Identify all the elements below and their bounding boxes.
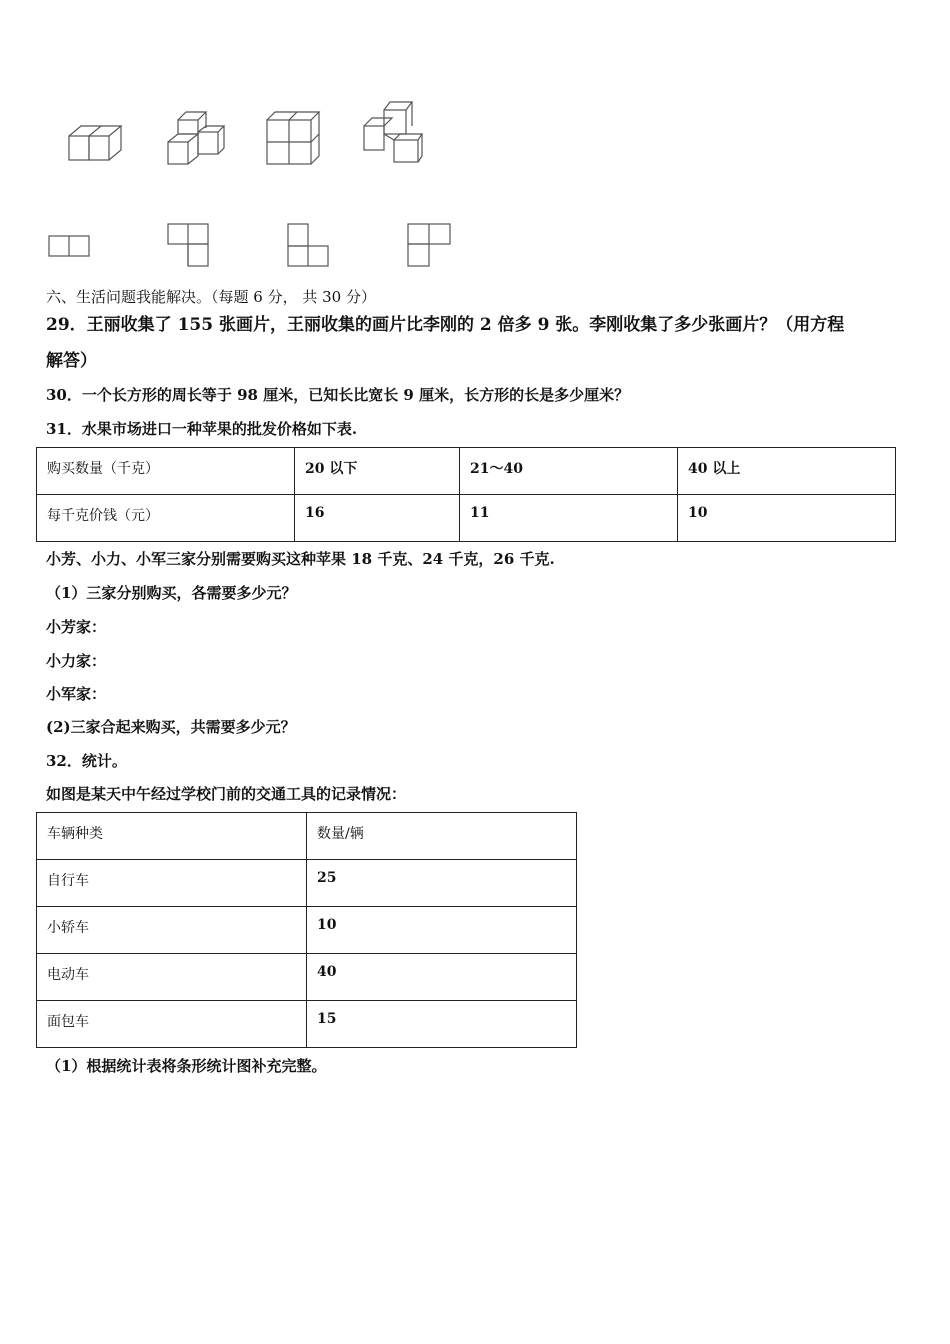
table-cell: 购买数量（千克） xyxy=(37,448,295,495)
table-cell: 每千克价钱（元） xyxy=(37,495,295,542)
table-header-cell: 数量/辆 xyxy=(307,813,577,860)
question-30: 30．一个长方形的周长等于 98 厘米，已知长比宽长 9 厘米，长方形的长是多少厘米？ xyxy=(46,386,630,404)
table-row xyxy=(37,1001,577,1048)
question-32-title: 32．统计。 xyxy=(46,752,127,770)
question-32-sub1: （1）根据统计表将条形统计图补充完整。 xyxy=(46,1057,327,1075)
price-table xyxy=(36,447,896,542)
table-row xyxy=(37,448,896,495)
table-cell: 面包车 xyxy=(37,1001,307,1048)
question-32-intro: 如图是某天中午经过学校门前的交通工具的记录情况： xyxy=(46,785,407,803)
table-header-cell: 车辆种类 xyxy=(37,813,307,860)
view-icon-2 xyxy=(166,222,210,272)
cube-stack-icon-3 xyxy=(262,108,324,172)
table-row xyxy=(37,907,577,954)
question-31-desc: 小芳、小力、小军三家分别需要购买这种苹果 18 千克、24 千克，26 千克. xyxy=(46,550,555,568)
table-cell: 小轿车 xyxy=(37,907,307,954)
cube-stack-icon-1 xyxy=(64,118,126,172)
vehicle-table xyxy=(36,812,577,1048)
table-cell: 10 xyxy=(678,495,896,542)
view-icon-1 xyxy=(48,234,92,262)
table-cell: 25 xyxy=(307,860,577,907)
table-cell: 15 xyxy=(307,1001,577,1048)
answer-label-xiaofang: 小芳家： xyxy=(46,618,107,636)
answer-label-xiaojun: 小军家： xyxy=(46,685,107,703)
question-31-intro: 31．水果市场进口一种苹果的批发价格如下表. xyxy=(46,420,358,438)
table-row xyxy=(37,813,577,860)
cube-stack-icon-2 xyxy=(160,106,226,174)
table-row xyxy=(37,495,896,542)
cube-stack-icon-4 xyxy=(356,98,426,172)
question-29-line1: 29．王丽收集了 155 张画片，王丽收集的画片比李刚的 2 倍多 9 张。李刚收集了多少张画片？（用方程 xyxy=(46,315,845,335)
section-heading: 六、生活问题我能解决。（每题 6 分， 共 30 分） xyxy=(46,288,376,306)
answer-label-xiaoli: 小力家： xyxy=(46,652,107,670)
table-cell: 20 以下 xyxy=(295,448,460,495)
table-cell: 16 xyxy=(295,495,460,542)
question-31-sub1: （1）三家分别购买，各需要多少元？ xyxy=(46,584,297,602)
table-cell: 电动车 xyxy=(37,954,307,1001)
table-cell: 21～40 xyxy=(460,448,678,495)
table-row xyxy=(37,860,577,907)
table-cell: 40 以上 xyxy=(678,448,896,495)
question-31-sub2: (2)三家合起来购买，共需要多少元？ xyxy=(46,718,296,736)
view-icon-4 xyxy=(406,222,452,272)
question-29-line2: 解答） xyxy=(46,351,97,371)
table-row xyxy=(37,954,577,1001)
table-cell: 11 xyxy=(460,495,678,542)
table-cell: 40 xyxy=(307,954,577,1001)
table-cell: 自行车 xyxy=(37,860,307,907)
table-cell: 10 xyxy=(307,907,577,954)
view-icon-3 xyxy=(286,222,330,272)
